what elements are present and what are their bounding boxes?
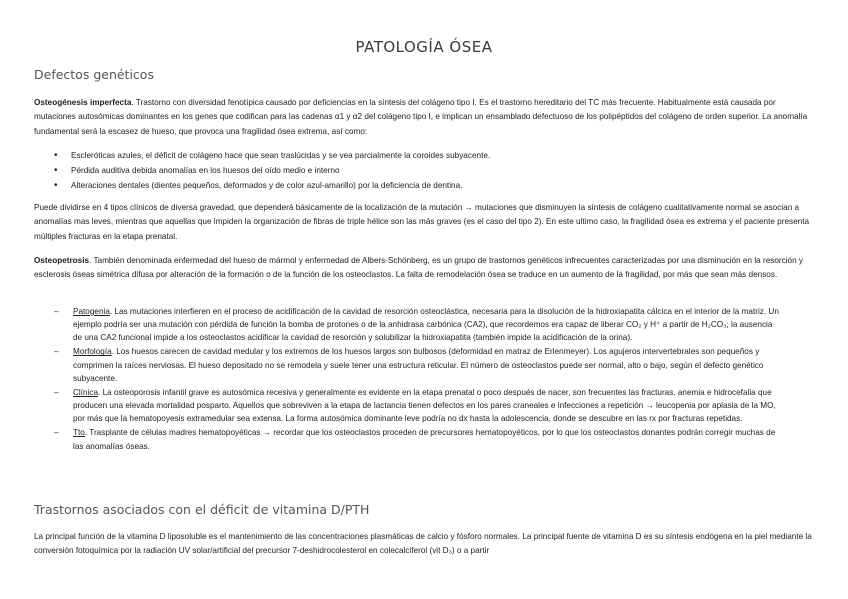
bullet-list-oi-features: [34, 148, 794, 193]
list-item-clinica: [34, 386, 782, 425]
list-item-morfologia: [34, 345, 782, 384]
term-morfologia: Morfología: [73, 347, 112, 357]
paragraph-osteogenesis-imperfecta: [34, 96, 816, 139]
dash-marker: –: [54, 307, 59, 316]
paragraph-clinical-types: Puede dividirse en 4 tipos clínicos de diversa gravedad, que dependerá básicamente de la localización de la mutación → mutaciones que disminuyen la síntesis de colágeno cualitativamente normal se asocian a anomalías mas leves, mientras que aquellas que impiden la organización de fibras de triple hélice son las más graves (es el caso del tipo 2). En este ultimo caso, la fragilidad ósea es extrema y el paciente presenta múltiples fracturas en la etapa prenatal.: [34, 203, 810, 241]
term-osteopetrosis: Osteopetrosis: [34, 256, 90, 265]
list-item: • Pérdida auditiva debida anomalías en los huesos del oído medio e interno: [34, 163, 794, 178]
dash-list-osteopetrosis: [34, 305, 782, 454]
morfologia-text: . Los huesos carecen de cavidad medular y los extremos de los huesos largos son bulbosos (deformidad en matraz de Erlenmeyer). Los agujeros intervertebrales son pequeños y comprimen la raíces nerviosas. El hueso depositado no se remodela y suele tener una estructura reticular. El número de osteoclastos puede ser normal, alto o bajo, según el defecto genético subyacente.: [73, 347, 764, 383]
patogenia-text: . Las mutaciones interfieren en el proceso de acidificación de la cavidad de resorción osteoclástica, necesaria para la disolución de la hidroxiapatita cálcica en el interior de la matriz. Un ejemplo podría ser una mutación con pérdida de función la bomba de protones o de la anhidrasa carbónica (CA2), que recordemos era capaz de liberar CO₂ y H⁺ a partir de H₂CO₃; la ausencia de una CA2 funcional impide a los osteoclastos acidificar la cavidad de resorción y solubilizar la hidroxiapatita (también impide la acidificación de la orina).: [73, 307, 779, 343]
list-item-tratamiento: [34, 426, 782, 452]
section-heading-genetic-defects: Defectos genéticos: [34, 67, 154, 82]
term-clinica: Clínica: [73, 387, 99, 397]
paragraph-osteopetrosis: [34, 254, 816, 283]
list-item-patogenia: [34, 305, 782, 344]
osteogenesis-imperfecta-text: . Trastorno con diversidad fenotípica causado por deficiencias en la síntesis del colágeno tipo I. Es el trastorno hereditario del TC más frecuente. Habitualmente está causada por mutaciones autosómicas dominantes en los genes que codifican para las cadenas α1 y α2 del colágeno tipo I, e implican un ensamblado defectuoso de los polipéptidos del colágeno de orden superior. La anomalía fundamental será la escasez de hueso, que provoca una fragilidad ósea extrema, así como:: [34, 98, 808, 136]
term-patogenia: Patogenia: [73, 307, 110, 316]
section-heading-vitamin-d-pth: Trastornos asociados con el déficit de vitamina D/PTH: [34, 502, 370, 517]
paragraph-vitamin-d: La principal función de la vitamina D liposoluble es el mantenimiento de las concentraciones plasmáticas de calcio y fósforo normales. La principal fuente de vitamina D es su síntesis endógena en la piel mediante la conversión fotoquímica por la radiación UV solar/artificial del precursor 7-deshidrocolesterol en colecalciferol (vit D₃) o a partir: [34, 532, 812, 556]
dash-marker: –: [54, 428, 59, 438]
term-tratamiento: Tto: [73, 428, 85, 438]
list-item: • Alteraciones dentales (dientes pequeños, deformados y de color azul-amarillo) por la deficiencia de dentina.: [34, 178, 794, 193]
clinica-text: . La osteoporosis infantil grave es autosómica recesiva y generalmente es evidente en la etapa prenatal o poco después de nacer, son frecuentes las fracturas, anemia e hidrocefalia que producen una elevada mortalidad posparto. Aquellos que sobreviven a la etapa de lactancia tienen defectos en los pares craneales e infecciones a repetición → leucopenia por aplasia de la MO, por más que la hematopoyesis extramedular sea extensa. La forma autosómica dominante leve podría no dx hasta la adolescencia, donde se descubre en las rx por fracturas repetidas.: [73, 387, 776, 424]
osteopetrosis-text: . También denominada enfermedad del hueso de mármol y enfermedad de Albers-Schönberg, es un grupo de trastornos genéticos infrecuentes caracterizadas por una disminución en la resorción y esclerosis óseas simétrica difusa por alteración de la formación o de la función de los osteoclastos. La falta de remodelación ósea se traduce en un aumento de la fragilidad, por más que sean más densos.: [34, 256, 804, 280]
term-osteogenesis-imperfecta: Osteogénesis imperfecta: [34, 98, 132, 107]
dash-marker: –: [54, 387, 59, 397]
tratamiento-text: . Trasplante de células madres hematopoyéticas → recordar que los osteoclastos proceden de precursores hematopoyéticos, por lo que los osteoclastos donantes podrán corregir muchas de las anomalías óseas.: [73, 428, 776, 451]
page-title: PATOLOGÍA ÓSEA: [355, 38, 493, 56]
list-item: • Escleróticas azules, el déficit de colágeno hace que sean traslúcidas y se vea parcialmente la coroides subyacente.: [34, 148, 794, 163]
dash-marker: –: [54, 347, 59, 357]
